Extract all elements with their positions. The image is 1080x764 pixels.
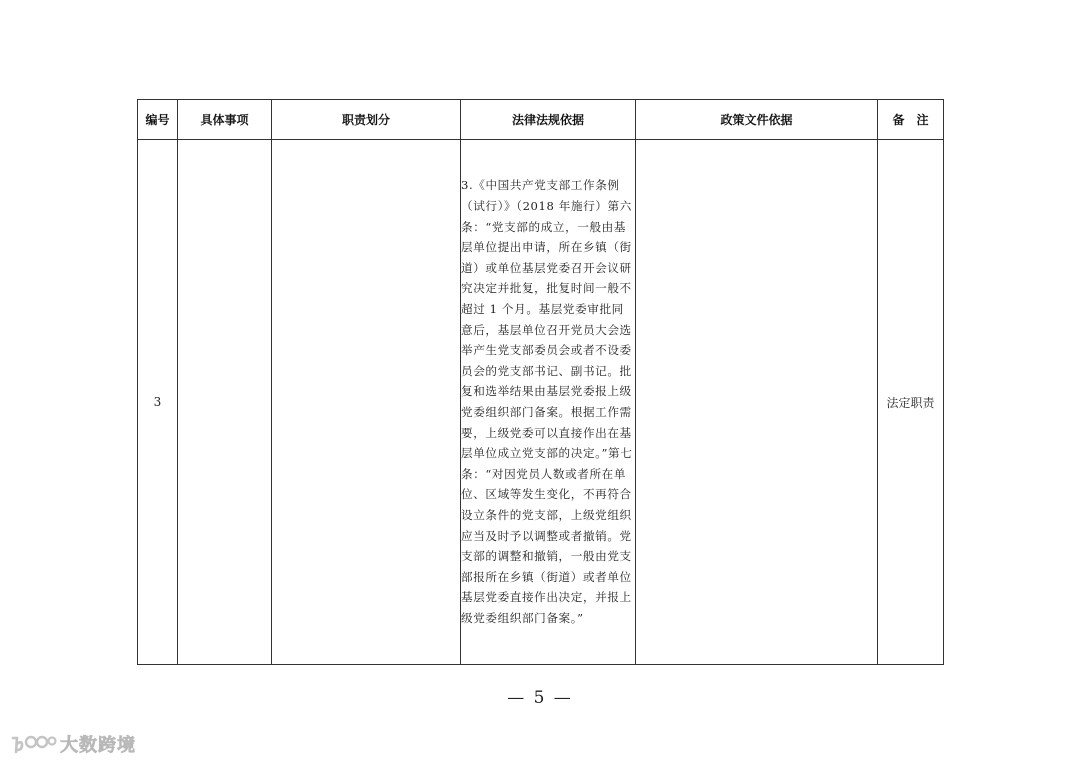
row-item (178, 140, 272, 665)
table-header-row (138, 100, 944, 140)
row-duty (272, 140, 461, 665)
table-row (138, 140, 944, 665)
row-number: 3 (138, 140, 178, 665)
row-policy-basis (636, 140, 878, 665)
brand-logo-icon (10, 731, 58, 757)
header-policy-basis: 政策文件依据 (636, 100, 878, 140)
header-item: 具体事项 (178, 100, 272, 140)
page-number: — 5 — (507, 688, 573, 708)
row-law-basis-cell (461, 140, 636, 665)
watermark-text: 大数跨境 (60, 735, 136, 756)
header-number: 编号 (138, 100, 178, 140)
header-duty: 职责划分 (272, 100, 461, 140)
row-law-basis: 3.《中国共产党支部工作条例（试行）》（2018 年施行）第六条：“党支部的成立，一般由基层单位提出申请，所在乡镇（街道）或单位基层党委召开会议研究决定并批复，批复时间一般不超过 1 个月。基层党委审批同意后，基层单位召开党员大会选举产生党支部委员会或者不设委员会的党支部书记、副书记。批复和选举结果由基层党委报上级党委组织部门备案。根据工作需要，上级党委可以直接作出在基层单位成立党支部的决定。”第七条：“对因党员人数或者所在单位、区域等发生变化，不再符合设立条件的党支部，上级党组织应当及时予以调整或者撤销。党支部的调整和撤销，一般由党支部报所在乡镇（街道）或者单位基层党委直接作出决定，并报上级党委组织部门备案。” (461, 178, 633, 625)
header-law-basis: 法律法规依据 (461, 100, 636, 140)
duty-table (137, 99, 944, 665)
header-note: 备 注 (878, 100, 944, 140)
row-note: 法定职责 (878, 140, 944, 665)
watermark (10, 731, 136, 757)
